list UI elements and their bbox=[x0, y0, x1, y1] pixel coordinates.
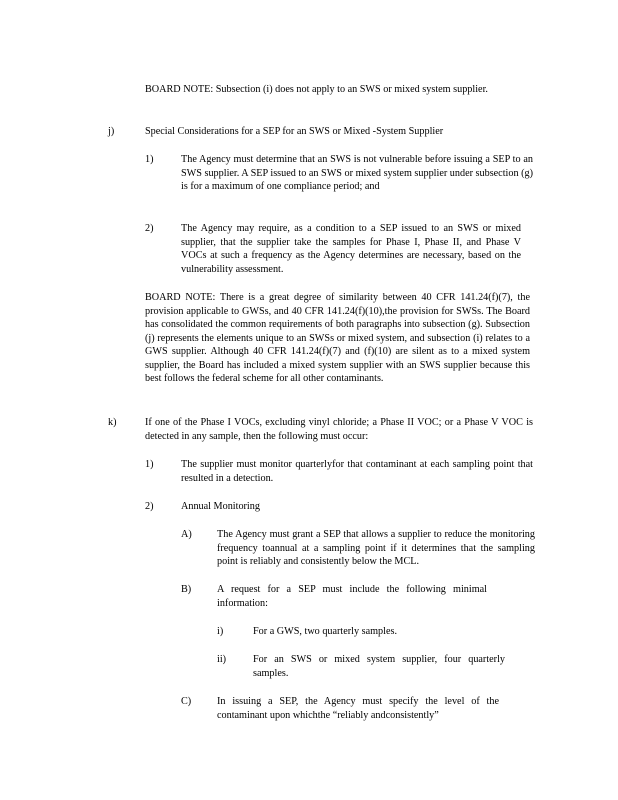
subsection-j-heading: Special Considerations for a SEP for an SWS or Mixed -System Supplier bbox=[145, 126, 444, 137]
annual-monitoring-heading: Annual Monitoring bbox=[181, 501, 260, 512]
k-2-B-ii-label: ii) bbox=[217, 654, 227, 665]
k-2-B-label: B) bbox=[181, 584, 192, 595]
subsection-k-text: If one of the Phase I VOCs, excluding vinyl chloride; a Phase II VOC; or a Phase V VOC is detected in any sample, then the following must occur: bbox=[145, 417, 533, 442]
board-note-subsection-i: BOARD NOTE: Subsection (i) does not apply to an SWS or mixed system supplier. bbox=[145, 84, 488, 95]
k-2-B-ii-text: For an SWS or mixed system supplier, four quarterly samples. bbox=[253, 654, 505, 679]
j-item-2-text: The Agency may require, as a condition to a SEP issued to an SWS or mixed supplier, that the supplier take the samples for Phase I, Phase II, and Phase V VOCs at such a frequency as the Agency determines are necessary, based on the vulnerability assessment. bbox=[181, 223, 521, 275]
k-2-B-i-label: i) bbox=[217, 626, 224, 637]
k-2-C-label: C) bbox=[181, 696, 192, 707]
j-item-1-label: 1) bbox=[145, 154, 154, 165]
k-2-B-text: A request for a SEP must include the following minimal information: bbox=[217, 584, 487, 609]
subsection-j-label: j) bbox=[108, 126, 115, 137]
k-item-1-label: 1) bbox=[145, 459, 154, 470]
j-item-2-label: 2) bbox=[145, 223, 154, 234]
k-2-A-label: A) bbox=[181, 529, 192, 540]
j-item-1-text: The Agency must determine that an SWS is not vulnerable before issuing a SEP to an SWS supplier. A SEP issued to an SWS or mixed system supplier under subsection (g) is for a maximum of one compliance period; and bbox=[181, 154, 533, 192]
board-note-similarity: BOARD NOTE: There is a great degree of similarity between 40 CFR 141.24(f)(7), the provision applicable to GWSs, and 40 CFR 141.24(f)(10),the provision for SWSs. The Board has consolidated the common requirements of both paragraphs into subsection (g). Subsection (j) represents the elements unique to an SWSs or mixed system, and subsection (i) relates to a GWS supplier. Although 40 CFR 141.24(f)(7) and (f)(10) are silent as to a mixed system supplier, the Board has included a mixed system supplier with an SWS supplier because this best follows the federal scheme for all other contaminants. bbox=[145, 292, 530, 384]
k-item-1-text: The supplier must monitor quarterlyfor that contaminant at each sampling point that resulted in a detection. bbox=[181, 459, 533, 484]
k-item-2-label: 2) bbox=[145, 501, 154, 512]
k-2-B-i-text: For a GWS, two quarterly samples. bbox=[253, 626, 398, 637]
k-2-C-text: In issuing a SEP, the Agency must specify the level of the contaminant upon whichthe “reliably andconsistently” bbox=[217, 696, 499, 721]
k-2-A-text: The Agency must grant a SEP that allows a supplier to reduce the monitoring frequency toannual at a sampling point if it determines that the sampling point is reliably and consistently below the MCL. bbox=[217, 529, 535, 567]
subsection-k-label: k) bbox=[108, 417, 117, 428]
